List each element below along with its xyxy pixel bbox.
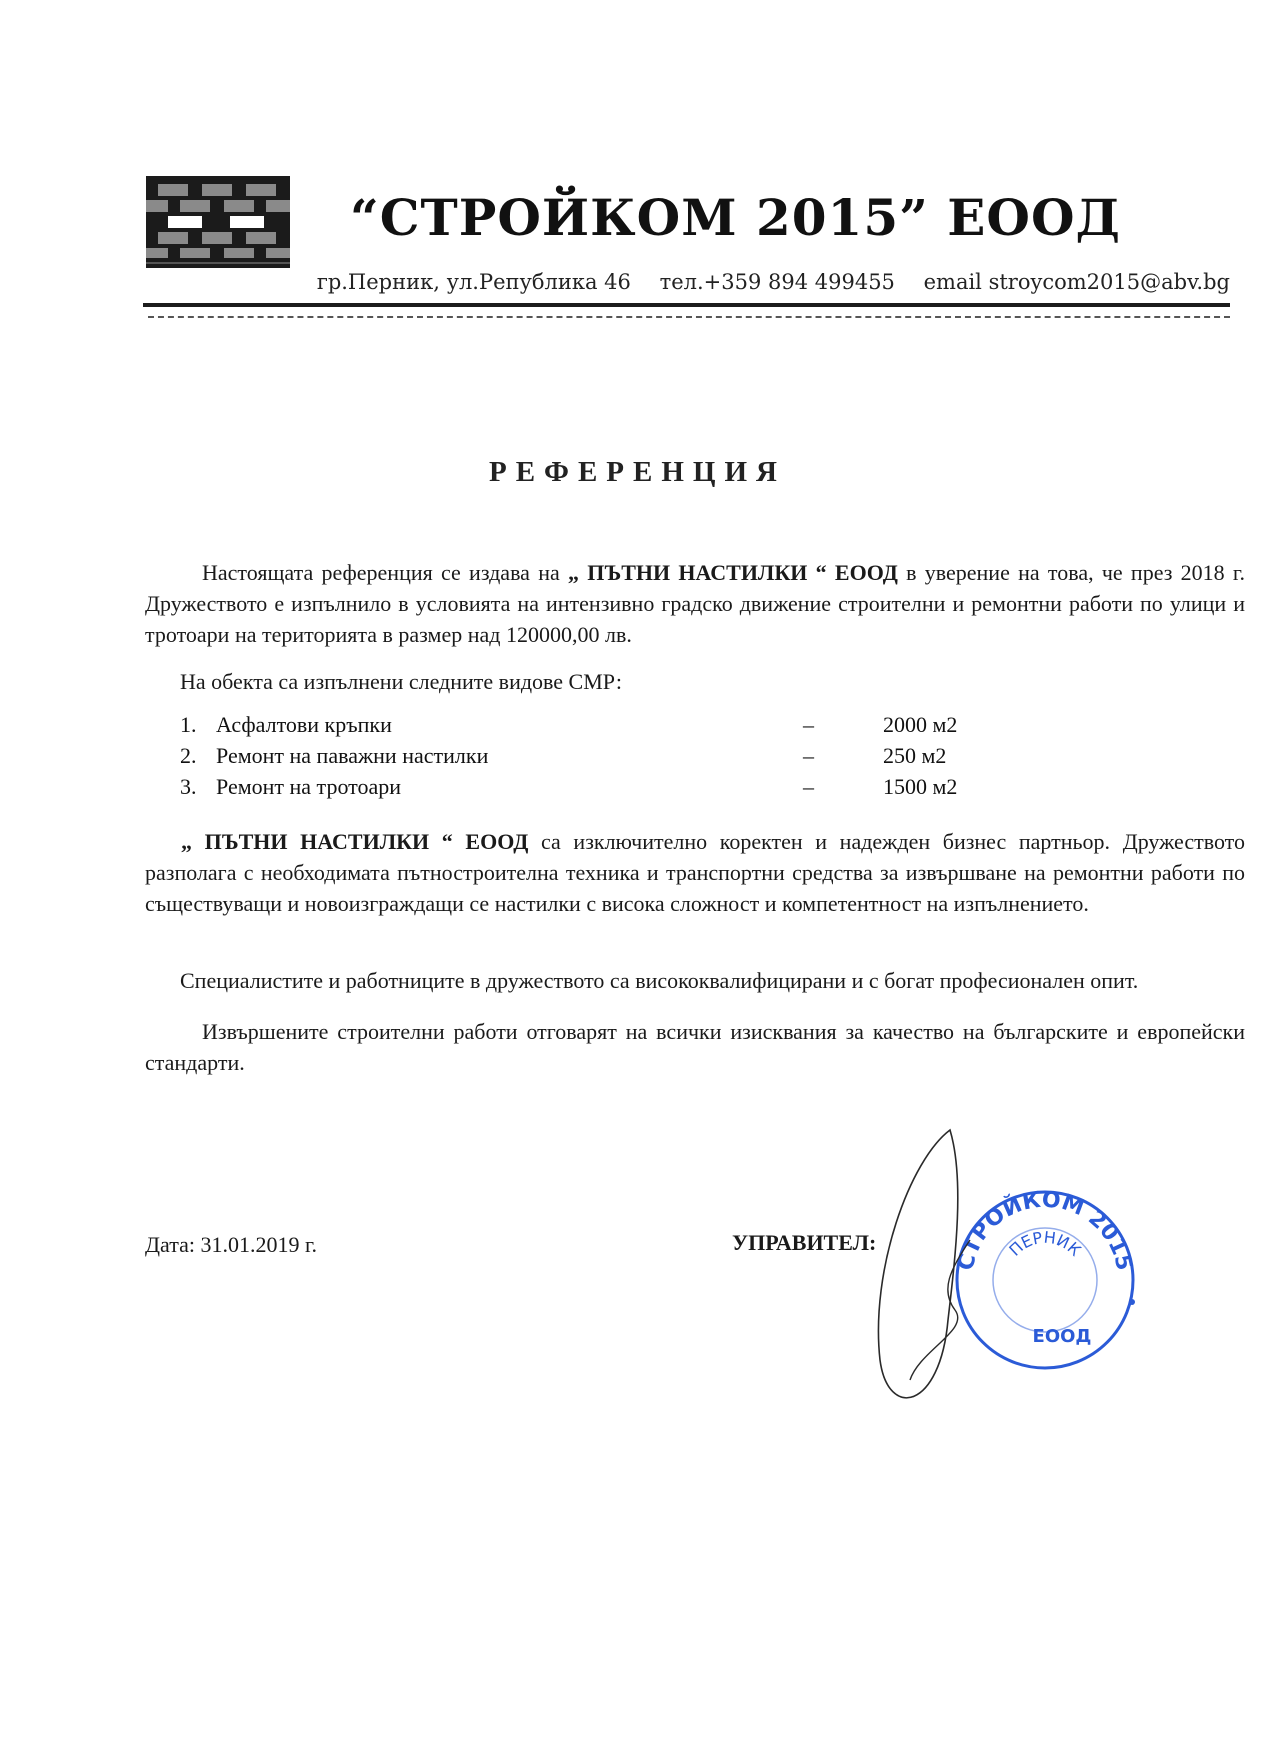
contact-line: [310, 270, 1230, 294]
company-name: “СТРОЙКОМ 2015” ЕООД: [350, 188, 1121, 247]
intro-text-after: в уверение на това, че през 2018 г. Дружеството е изпълнило в условията на интензивно градско движение строителни и ремонтни работи по улици и тротоари на територията в размер над 120000,00 лв.: [145, 560, 1245, 647]
company-address: гр.Перник, ул.Република 46: [316, 270, 631, 294]
partner-company: „ ПЪТНИ НАСТИЛКИ “ ЕООД: [181, 829, 529, 854]
work-item-name: Ремонт на паважни настилки: [216, 743, 489, 768]
work-item-qty: 2000 м2: [883, 712, 958, 737]
work-item-qty: 250 м2: [883, 743, 947, 768]
specialists-paragraph: Специалистите и работниците в дружеството са висококвалифицирани и с богат професионален опит.: [180, 968, 1139, 993]
works-list: [180, 709, 980, 802]
stamp-top-text: СТРОЙКОМ 2015: [953, 1187, 1137, 1273]
work-item-num: 1.: [180, 712, 197, 737]
stamp-bottom-text: ЕООД: [1032, 1326, 1092, 1347]
signature-scribble-icon: [800, 1120, 1050, 1420]
document-title: РЕФЕРЕНЦИЯ: [489, 456, 786, 488]
work-item-name: Ремонт на тротоари: [216, 774, 402, 799]
signature: [800, 1120, 1050, 1420]
manager-label: УПРАВИТЕЛ:: [732, 1230, 877, 1255]
intro-text-before: Настоящата референция се издава на: [202, 560, 568, 585]
works-intro: На обекта са изпълнени следните видове СМР:: [180, 669, 622, 694]
date-line: Дата: 31.01.2019 г.: [145, 1232, 318, 1257]
work-item: [180, 740, 980, 771]
header-rule: [143, 303, 1230, 307]
partner-text: са изключително коректен и надежден бизнес партньор. Дружеството разполага с необходимата пътностроителна техника и транспортни средства за извършване на ремонтни работи по съществуващи и новоизграждащи се настилки с висока сложност и компетентност на изпълнението.: [145, 829, 1245, 916]
company-logo: [146, 176, 290, 268]
work-item-name: Асфалтови кръпки: [216, 712, 392, 737]
work-item-num: 3.: [180, 774, 197, 799]
logo-bricks-icon: [146, 176, 290, 268]
intro-paragraph: [145, 557, 1245, 650]
work-item-dash: –: [803, 712, 814, 737]
partner-paragraph: [145, 826, 1245, 919]
work-item: [180, 709, 980, 740]
stamp-middle-text: ПЕРНИК: [1005, 1227, 1085, 1260]
intro-recipient: „ ПЪТНИ НАСТИЛКИ “ ЕООД: [568, 560, 898, 585]
work-item-num: 2.: [180, 743, 197, 768]
work-item-dash: –: [803, 743, 814, 768]
work-item: [180, 771, 980, 802]
work-item-qty: 1500 м2: [883, 774, 958, 799]
standards-paragraph: Извършените строителни работи отговарят на всички изисквания за качество на българските и европейски стандарти.: [145, 1019, 1245, 1075]
company-phone: тел.+359 894 499455: [659, 270, 895, 294]
company-email: email stroycom2015@abv.bg: [923, 270, 1230, 294]
work-item-dash: –: [803, 774, 814, 799]
header-dashed-rule: [148, 316, 1230, 318]
